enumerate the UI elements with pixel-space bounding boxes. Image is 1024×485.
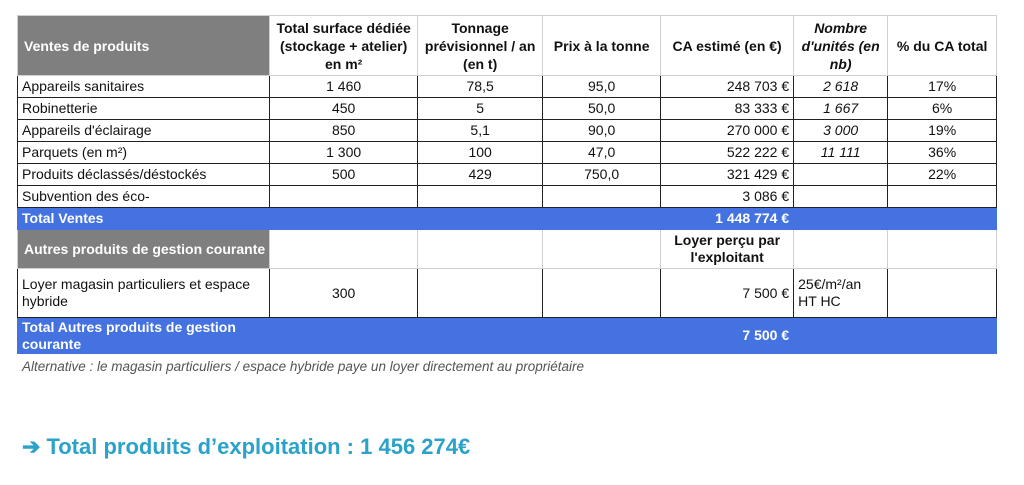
cell-surface (270, 186, 418, 208)
cell-tonnage (418, 186, 543, 208)
loyer-surface: 300 (270, 269, 418, 318)
cell-ca: 321 429 € (661, 164, 794, 186)
row-label: Appareils d'éclairage (18, 120, 270, 142)
empty-cell (543, 230, 661, 269)
cell-unites: 3 000 (794, 120, 888, 142)
autres-produits-header-row (18, 230, 997, 269)
cell-unites (794, 164, 888, 186)
cell-pct: 6% (888, 98, 997, 120)
empty-cell (794, 230, 888, 269)
cell-ca: 248 703 € (661, 76, 794, 98)
row-label: Appareils sanitaires (18, 76, 270, 98)
cell-unites: 11 111 (794, 142, 888, 164)
empty-cell (270, 230, 418, 269)
products-table (17, 15, 997, 354)
loyer-tarif: 25€/m²/an HT HC (794, 269, 888, 318)
total-autres-label: Total Autres produits de gestion courante (18, 318, 270, 354)
cell-prix: 47,0 (543, 142, 661, 164)
cell-ca: 3 086 € (661, 186, 794, 208)
row-label: Produits déclassés/déstockés (18, 164, 270, 186)
cell-pct: 36% (888, 142, 997, 164)
cell-unites (794, 186, 888, 208)
total-autres-ca: 7 500 € (661, 318, 794, 354)
cell-prix: 90,0 (543, 120, 661, 142)
cell-ca: 522 222 € (661, 142, 794, 164)
cell-surface: 850 (270, 120, 418, 142)
empty-cell (888, 230, 997, 269)
total-ventes-row (18, 208, 997, 230)
table-row (18, 76, 997, 98)
header-row (18, 16, 997, 76)
total-ventes-empty (794, 208, 888, 230)
row-label: Robinetterie (18, 98, 270, 120)
table-row (18, 186, 997, 208)
cell-prix: 750,0 (543, 164, 661, 186)
total-autres-row (18, 318, 997, 354)
total-ventes-ca: 1 448 774 € (661, 208, 794, 230)
total-ventes-empty (270, 208, 418, 230)
header-ventes-produits: Ventes de produits (18, 16, 270, 76)
table-row (18, 120, 997, 142)
cell-unites: 1 667 (794, 98, 888, 120)
empty-cell (888, 318, 997, 354)
cell-prix (543, 186, 661, 208)
cell-unites: 2 618 (794, 76, 888, 98)
total-summary-text: Total produits d’exploitation : 1 456 274€ (46, 434, 471, 459)
loyer-row (18, 269, 997, 318)
cell-surface: 1 300 (270, 142, 418, 164)
header-unites: Nombre d'unités (en nb) (794, 16, 888, 76)
total-ventes-empty (543, 208, 661, 230)
loyer-header: Loyer perçu par l'exploitant (661, 230, 794, 269)
empty-cell (418, 230, 543, 269)
cell-pct: 22% (888, 164, 997, 186)
empty-cell (794, 318, 888, 354)
cell-tonnage: 78,5 (418, 76, 543, 98)
cell-pct: 17% (888, 76, 997, 98)
row-label: Subvention des éco- (18, 186, 270, 208)
total-ventes-label: Total Ventes (18, 208, 270, 230)
table-row (18, 142, 997, 164)
autres-produits-label: Autres produits de gestion courante (18, 230, 270, 269)
header-ca: CA estimé (en €) (661, 16, 794, 76)
cell-surface: 450 (270, 98, 418, 120)
arrow-right-icon: ➔ (22, 434, 41, 459)
cell-prix: 95,0 (543, 76, 661, 98)
empty-cell (418, 318, 543, 354)
cell-surface: 1 460 (270, 76, 418, 98)
alternative-note: Alternative : le magasin particuliers / espace hybride paye un loyer directement au propriétaire (22, 359, 585, 374)
empty-cell (418, 269, 543, 318)
cell-pct: 19% (888, 120, 997, 142)
header-prix: Prix à la tonne (543, 16, 661, 76)
header-pct: % du CA total (888, 16, 997, 76)
cell-prix: 50,0 (543, 98, 661, 120)
total-summary (22, 434, 470, 460)
total-ventes-empty (888, 208, 997, 230)
empty-cell (270, 318, 418, 354)
loyer-ca: 7 500 € (661, 269, 794, 318)
table-row (18, 164, 997, 186)
total-ventes-empty (418, 208, 543, 230)
cell-ca: 270 000 € (661, 120, 794, 142)
header-surface: Total surface dédiée (stockage + atelier) en m² (270, 16, 418, 76)
empty-cell (543, 318, 661, 354)
cell-surface: 500 (270, 164, 418, 186)
row-label: Parquets (en m²) (18, 142, 270, 164)
cell-tonnage: 100 (418, 142, 543, 164)
loyer-label: Loyer magasin particuliers et espace hybride (18, 269, 270, 318)
empty-cell (543, 269, 661, 318)
empty-cell (888, 269, 997, 318)
header-tonnage: Tonnage prévisionnel / an (en t) (418, 16, 543, 76)
cell-tonnage: 5,1 (418, 120, 543, 142)
cell-ca: 83 333 € (661, 98, 794, 120)
cell-tonnage: 5 (418, 98, 543, 120)
cell-tonnage: 429 (418, 164, 543, 186)
table-row (18, 98, 997, 120)
cell-pct (888, 186, 997, 208)
